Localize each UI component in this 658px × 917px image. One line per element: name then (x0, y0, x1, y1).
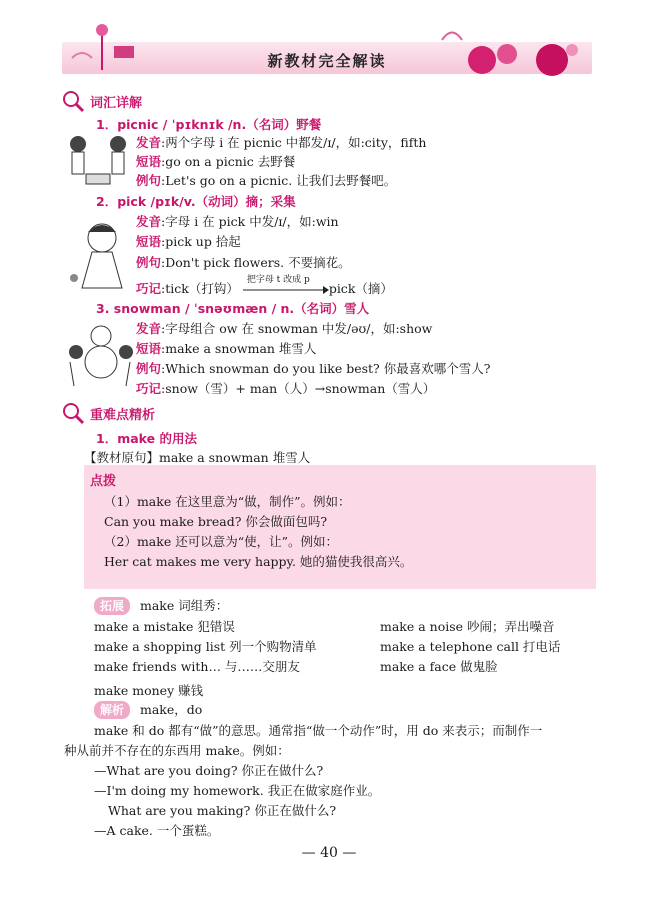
pick-example: 例句:Don't pick flowers. 不要摘花。 (136, 255, 351, 270)
magnifier-icon (62, 90, 86, 114)
analysis-badge: 解析 (94, 701, 130, 719)
snowman-phrase: 短语:make a snowman 堆雪人 (136, 341, 317, 356)
pick-phrase: 短语:pick up 拾起 (136, 234, 241, 249)
phrase-right: make a noise 吵闹；弄出噪音 (380, 619, 555, 634)
snowman-mnemonic: 巧记:snow（雪）+ man（人）→snowman（雪人） (136, 381, 436, 396)
extension-label-row: 拓展 make 词组秀： (94, 597, 228, 615)
magnifier-icon (62, 402, 86, 426)
analysis-paragraph: 种从前并不存在的东西用 make。例如： (64, 743, 290, 758)
analysis-paragraph: make 和 do 都有“做”的意思。通常指“做一个动作”时，用 do 来表示；而制作一 (94, 723, 543, 738)
analysis-label-row: 解析 make，do (94, 701, 202, 719)
picnic-pronunciation: 发音:两个字母 i 在 picnic 中都发/ɪ/，如:city，fifth (136, 135, 427, 150)
page-header (62, 20, 592, 78)
header-title: 新教材完全解读 (267, 52, 387, 70)
mnemonic-arrow (243, 274, 329, 297)
snowman-example: 例句:Which snowman do you like best? 你最喜欢哪个雪人? (136, 361, 491, 376)
dialog-line: —What are you doing? 你正在做什么? (94, 763, 324, 778)
page-number: — 40 — (301, 845, 357, 861)
arrow-note: 把字母 t 改成 p (246, 274, 310, 285)
phrase-left: make a shopping list 列一个购物清单 (94, 639, 317, 654)
children-snowman-illustration (66, 322, 136, 388)
children-picnic-illustration (64, 132, 134, 190)
tip-line: Her cat makes me very happy. 她的猫使我很高兴。 (104, 554, 413, 569)
snowman-pronunciation: 发音:字母组合 ow 在 snowman 中发/əʊ/，如:show (136, 321, 433, 336)
picnic-phrase: 短语:go on a picnic 去野餐 (136, 154, 296, 169)
tip-line: （1）make 在这里意为“做，制作”。例如： (104, 494, 351, 509)
pick-mnemonic: 巧记:tick（打钩） 把字母 t 改成 p pick（摘） (136, 280, 393, 298)
tip-line: （2）make 还可以意为“使，让”。例如： (104, 534, 338, 549)
dialog-line: —A cake. 一个蛋糕。 (94, 823, 220, 838)
dialog-line: What are you making? 你正在做什么? (108, 803, 337, 818)
phrase-last: make money 赚钱 (94, 683, 204, 698)
phrase-right: make a telephone call 打电话 (380, 639, 561, 654)
textbook-source-sentence: 【教材原句】make a snowman 堆雪人 (84, 450, 311, 465)
make-usage-heading: 1．make 的用法 (96, 431, 197, 446)
arrow-right-icon (243, 283, 329, 297)
phrase-left: make a mistake 犯错误 (94, 619, 235, 634)
vocab-head-picnic: 1．picnic / ˈpɪknɪk /n.（名词）野餐 (96, 117, 322, 132)
tip-line: Can you make bread? 你会做面包吗? (104, 514, 328, 529)
picnic-example: 例句:Let's go on a picnic. 让我们去野餐吧。 (136, 173, 397, 188)
dialog-line: —I'm doing my homework. 我正在做家庭作业。 (94, 783, 381, 798)
girl-picking-illustration (62, 218, 136, 300)
tip-title: 点拨 (90, 474, 117, 489)
extension-badge: 拓展 (94, 597, 130, 615)
phrase-right: make a face 做鬼脸 (380, 659, 498, 674)
vocab-section-title: 词汇详解 (90, 96, 143, 111)
key-section-title: 重难点精析 (90, 408, 156, 423)
vocab-head-snowman: 3. snowman / ˈsnəʊmæn / n.（名词）雪人 (96, 301, 370, 316)
vocab-head-pick: 2．pick /pɪk/v.（动词）摘；采集 (96, 194, 296, 209)
pick-pronunciation: 发音:字母 i 在 pick 中发/ɪ/，如:win (136, 214, 339, 229)
phrase-left: make friends with… 与……交朋友 (94, 659, 300, 674)
